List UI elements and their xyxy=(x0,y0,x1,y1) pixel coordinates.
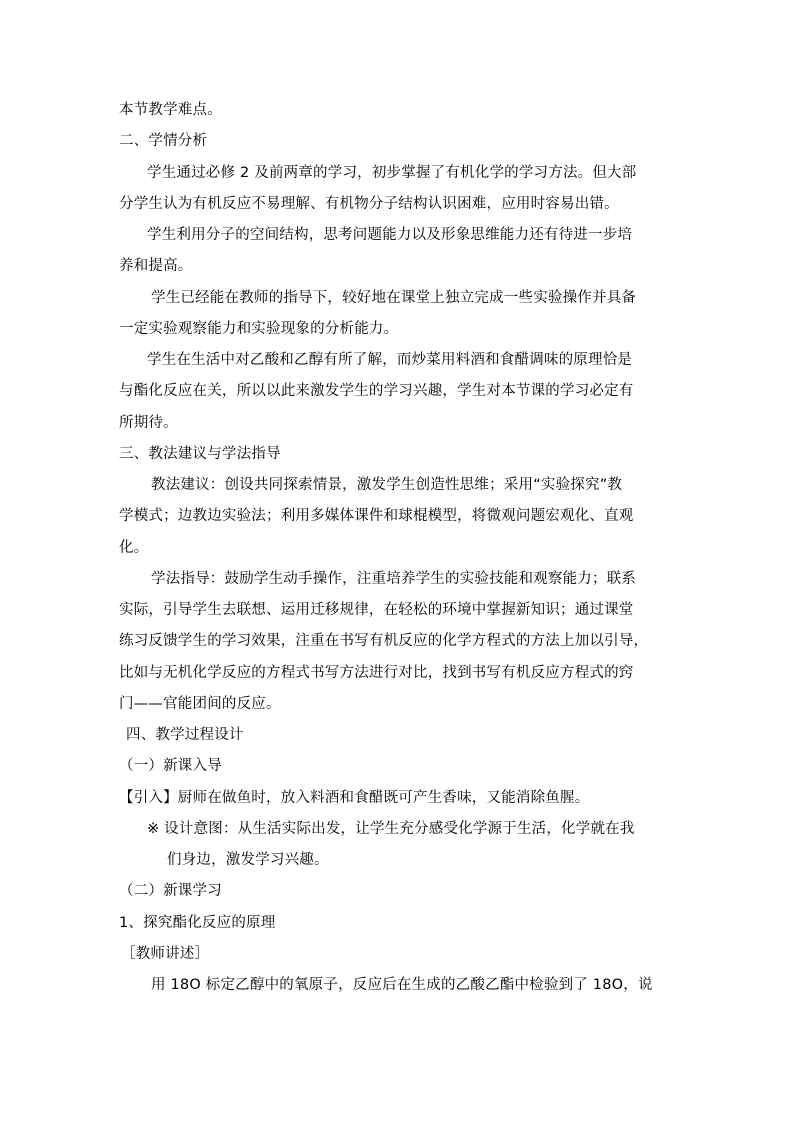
text-line: 们身边，激发学习兴趣。 xyxy=(167,852,329,868)
section-heading: 二、学情分析 xyxy=(119,133,208,149)
section-heading: 三、教法建议与学法指导 xyxy=(119,446,281,462)
text-line: 学生利用分子的空间结构，思考问题能力以及形象思维能力还有待进一步培 xyxy=(147,227,633,243)
text-line: 【引入】厨师在做鱼时，放入料酒和食醋既可产生香味，又能消除鱼腥。 xyxy=(119,790,590,806)
subsection-heading: （一）新课入导 xyxy=(119,758,222,774)
text-line: 所期待。 xyxy=(119,415,178,431)
text-line: 化。 xyxy=(119,540,149,556)
text-line: 与酯化反应在关，所以以此来激发学生的学习兴趣，学生对本节课的学习必定有 xyxy=(119,383,634,399)
teacher-note-label: ［教师讲述］ xyxy=(121,946,210,962)
text-line: 用 18O 标定乙醇中的氧原子，反应后在生成的乙酸乙酯中检验到了 18O，说 xyxy=(151,977,653,993)
text-line: 学生在生活中对乙酸和乙醇有所了解，而炒菜用料酒和食醋调味的原理恰是 xyxy=(147,352,633,368)
text-line: 教法建议：创设共同探索情景，激发学生创造性思维；采用“实验探究”教 xyxy=(151,477,623,493)
text-line: 实际，引导学生去联想、运用迁移规律，在轻松的环境中掌握新知识；通过课堂 xyxy=(119,602,634,618)
text-line: 学生已经能在教师的指导下，较好地在课堂上独立完成一些实验操作并具备 xyxy=(151,290,637,306)
text-line: 学模式；边教边实验法；利用多媒体课件和球棍模型，将微观问题宏观化、直观 xyxy=(119,508,634,524)
text-line: 门——官能团间的反应。 xyxy=(119,696,281,712)
text-line: 学生通过必修 2 及前两章的学习，初步掌握了有机化学的学习方法。但大部 xyxy=(147,165,637,181)
text-line: 一定实验观察能力和实验现象的分析能力。 xyxy=(119,321,399,337)
section-heading: 四、教学过程设计 xyxy=(126,727,244,743)
text-line: 本节教学难点。 xyxy=(119,102,222,118)
text-line: 练习反馈学生的学习效果，注重在书写有机反应的化学方程式的方法上加以引导， xyxy=(119,633,649,649)
design-intent-note: ※ 设计意图：从生活实际出发，让学生充分感受化学源于生活，化学就在我 xyxy=(147,821,635,837)
text-line: 分学生认为有机反应不易理解、有机物分子结构认识困难，应用时容易出错。 xyxy=(119,196,619,212)
text-line: 养和提高。 xyxy=(119,258,193,274)
text-line: 比如与无机化学反应的方程式书写方法进行对比，找到书写有机反应方程式的窍 xyxy=(119,665,634,681)
text-line: 学法指导：鼓励学生动手操作，注重培养学生的实验技能和观察能力；联系 xyxy=(151,571,637,587)
subsection-heading: （二）新课学习 xyxy=(119,883,222,899)
topic-heading: 1、探究酯化反应的原理 xyxy=(119,915,276,931)
